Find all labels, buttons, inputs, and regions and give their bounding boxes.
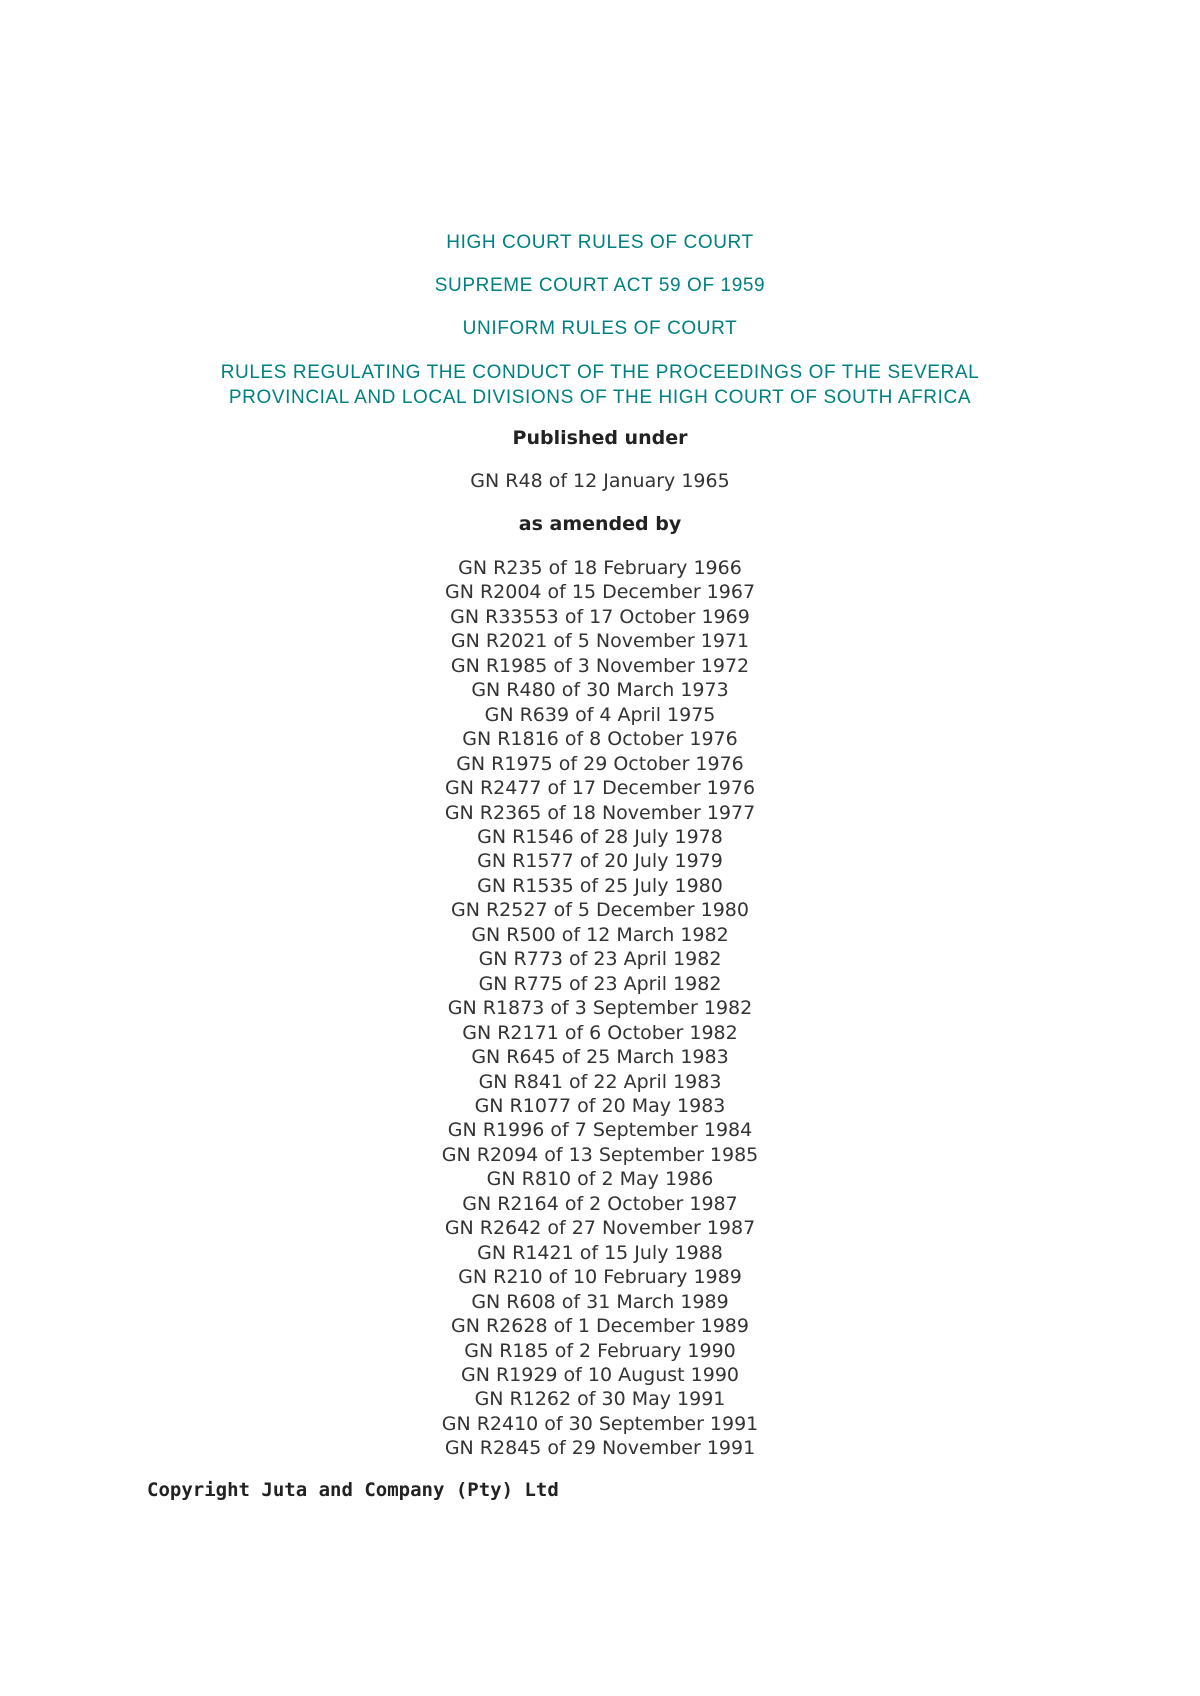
heading-uniform-rules: UNIFORM RULES OF COURT [462, 318, 738, 339]
amendment-item: GN R1816 of 8 October 1976 [462, 728, 738, 751]
amendment-item: GN R2642 of 27 November 1987 [444, 1217, 756, 1240]
amendment-item: GN R773 of 23 April 1982 [478, 948, 722, 971]
amendment-item: GN R33553 of 17 October 1969 [450, 605, 750, 628]
heading-rules-regulating-line2: PROVINCIAL AND LOCAL DIVISIONS OF THE HIGH COURT OF SOUTH AFRICA [228, 387, 972, 408]
amendment-item: GN R1929 of 10 August 1990 [460, 1363, 740, 1386]
amendment-item: GN R1577 of 20 July 1979 [477, 850, 723, 873]
amendment-item: GN R210 of 10 February 1989 [458, 1266, 742, 1289]
heading-supreme-court-act: SUPREME COURT ACT 59 OF 1959 [434, 275, 766, 296]
amendment-item: GN R645 of 25 March 1983 [471, 1046, 729, 1069]
published-under-label: Published under [512, 427, 688, 449]
copyright-notice: Copyright Juta and Company (Pty) Ltd [147, 1479, 559, 1501]
amendment-item: GN R2477 of 17 December 1976 [444, 777, 756, 800]
amendment-item: GN R1996 of 7 September 1984 [447, 1119, 753, 1142]
amendment-item: GN R2171 of 6 October 1982 [462, 1021, 738, 1044]
amendment-item: GN R2365 of 18 November 1977 [444, 801, 756, 824]
amendment-item: GN R1975 of 29 October 1976 [456, 752, 744, 775]
amendment-item: GN R841 of 22 April 1983 [478, 1070, 722, 1093]
amendment-item: GN R1873 of 3 September 1982 [447, 997, 753, 1020]
amendment-item: GN R2021 of 5 November 1971 [450, 630, 750, 653]
amendment-item: GN R2628 of 1 December 1989 [451, 1315, 749, 1338]
amendment-item: GN R480 of 30 March 1973 [471, 679, 729, 702]
heading-rules-regulating-line1: RULES REGULATING THE CONDUCT OF THE PROCEEDINGS OF THE SEVERAL [220, 362, 980, 383]
amendment-item: GN R2004 of 15 December 1967 [444, 581, 756, 604]
amendment-item: GN R1077 of 20 May 1983 [474, 1094, 726, 1117]
amendment-item: GN R2094 of 13 September 1985 [441, 1143, 759, 1166]
amendment-item: GN R1535 of 25 July 1980 [477, 874, 723, 897]
amendment-item: GN R1985 of 3 November 1972 [450, 654, 750, 677]
amendment-item: GN R185 of 2 February 1990 [464, 1339, 736, 1362]
amendment-item: GN R810 of 2 May 1986 [486, 1168, 714, 1191]
amendment-list [0, 556, 1200, 1461]
heading-rules-regulating [0, 360, 1200, 410]
amendment-item: GN R235 of 18 February 1966 [458, 557, 742, 579]
amendment-item: GN R1546 of 28 July 1978 [477, 825, 723, 848]
amendment-item: GN R2527 of 5 December 1980 [451, 899, 749, 922]
amendment-item: GN R2410 of 30 September 1991 [441, 1412, 759, 1435]
heading-high-court-rules: HIGH COURT RULES OF COURT [446, 232, 754, 253]
amendment-item: GN R639 of 4 April 1975 [484, 703, 716, 726]
published-notice: GN R48 of 12 January 1965 [470, 470, 730, 492]
amendment-item: GN R500 of 12 March 1982 [471, 923, 729, 946]
amendment-item: GN R2845 of 29 November 1991 [444, 1437, 756, 1460]
amendment-item: GN R1421 of 15 July 1988 [477, 1241, 723, 1264]
amendment-item: GN R2164 of 2 October 1987 [462, 1192, 738, 1215]
amendment-item: GN R608 of 31 March 1989 [471, 1290, 729, 1313]
amendment-item: GN R1262 of 30 May 1991 [474, 1388, 726, 1411]
amendment-item: GN R775 of 23 April 1982 [478, 972, 722, 995]
amended-by-label: as amended by [518, 513, 682, 535]
